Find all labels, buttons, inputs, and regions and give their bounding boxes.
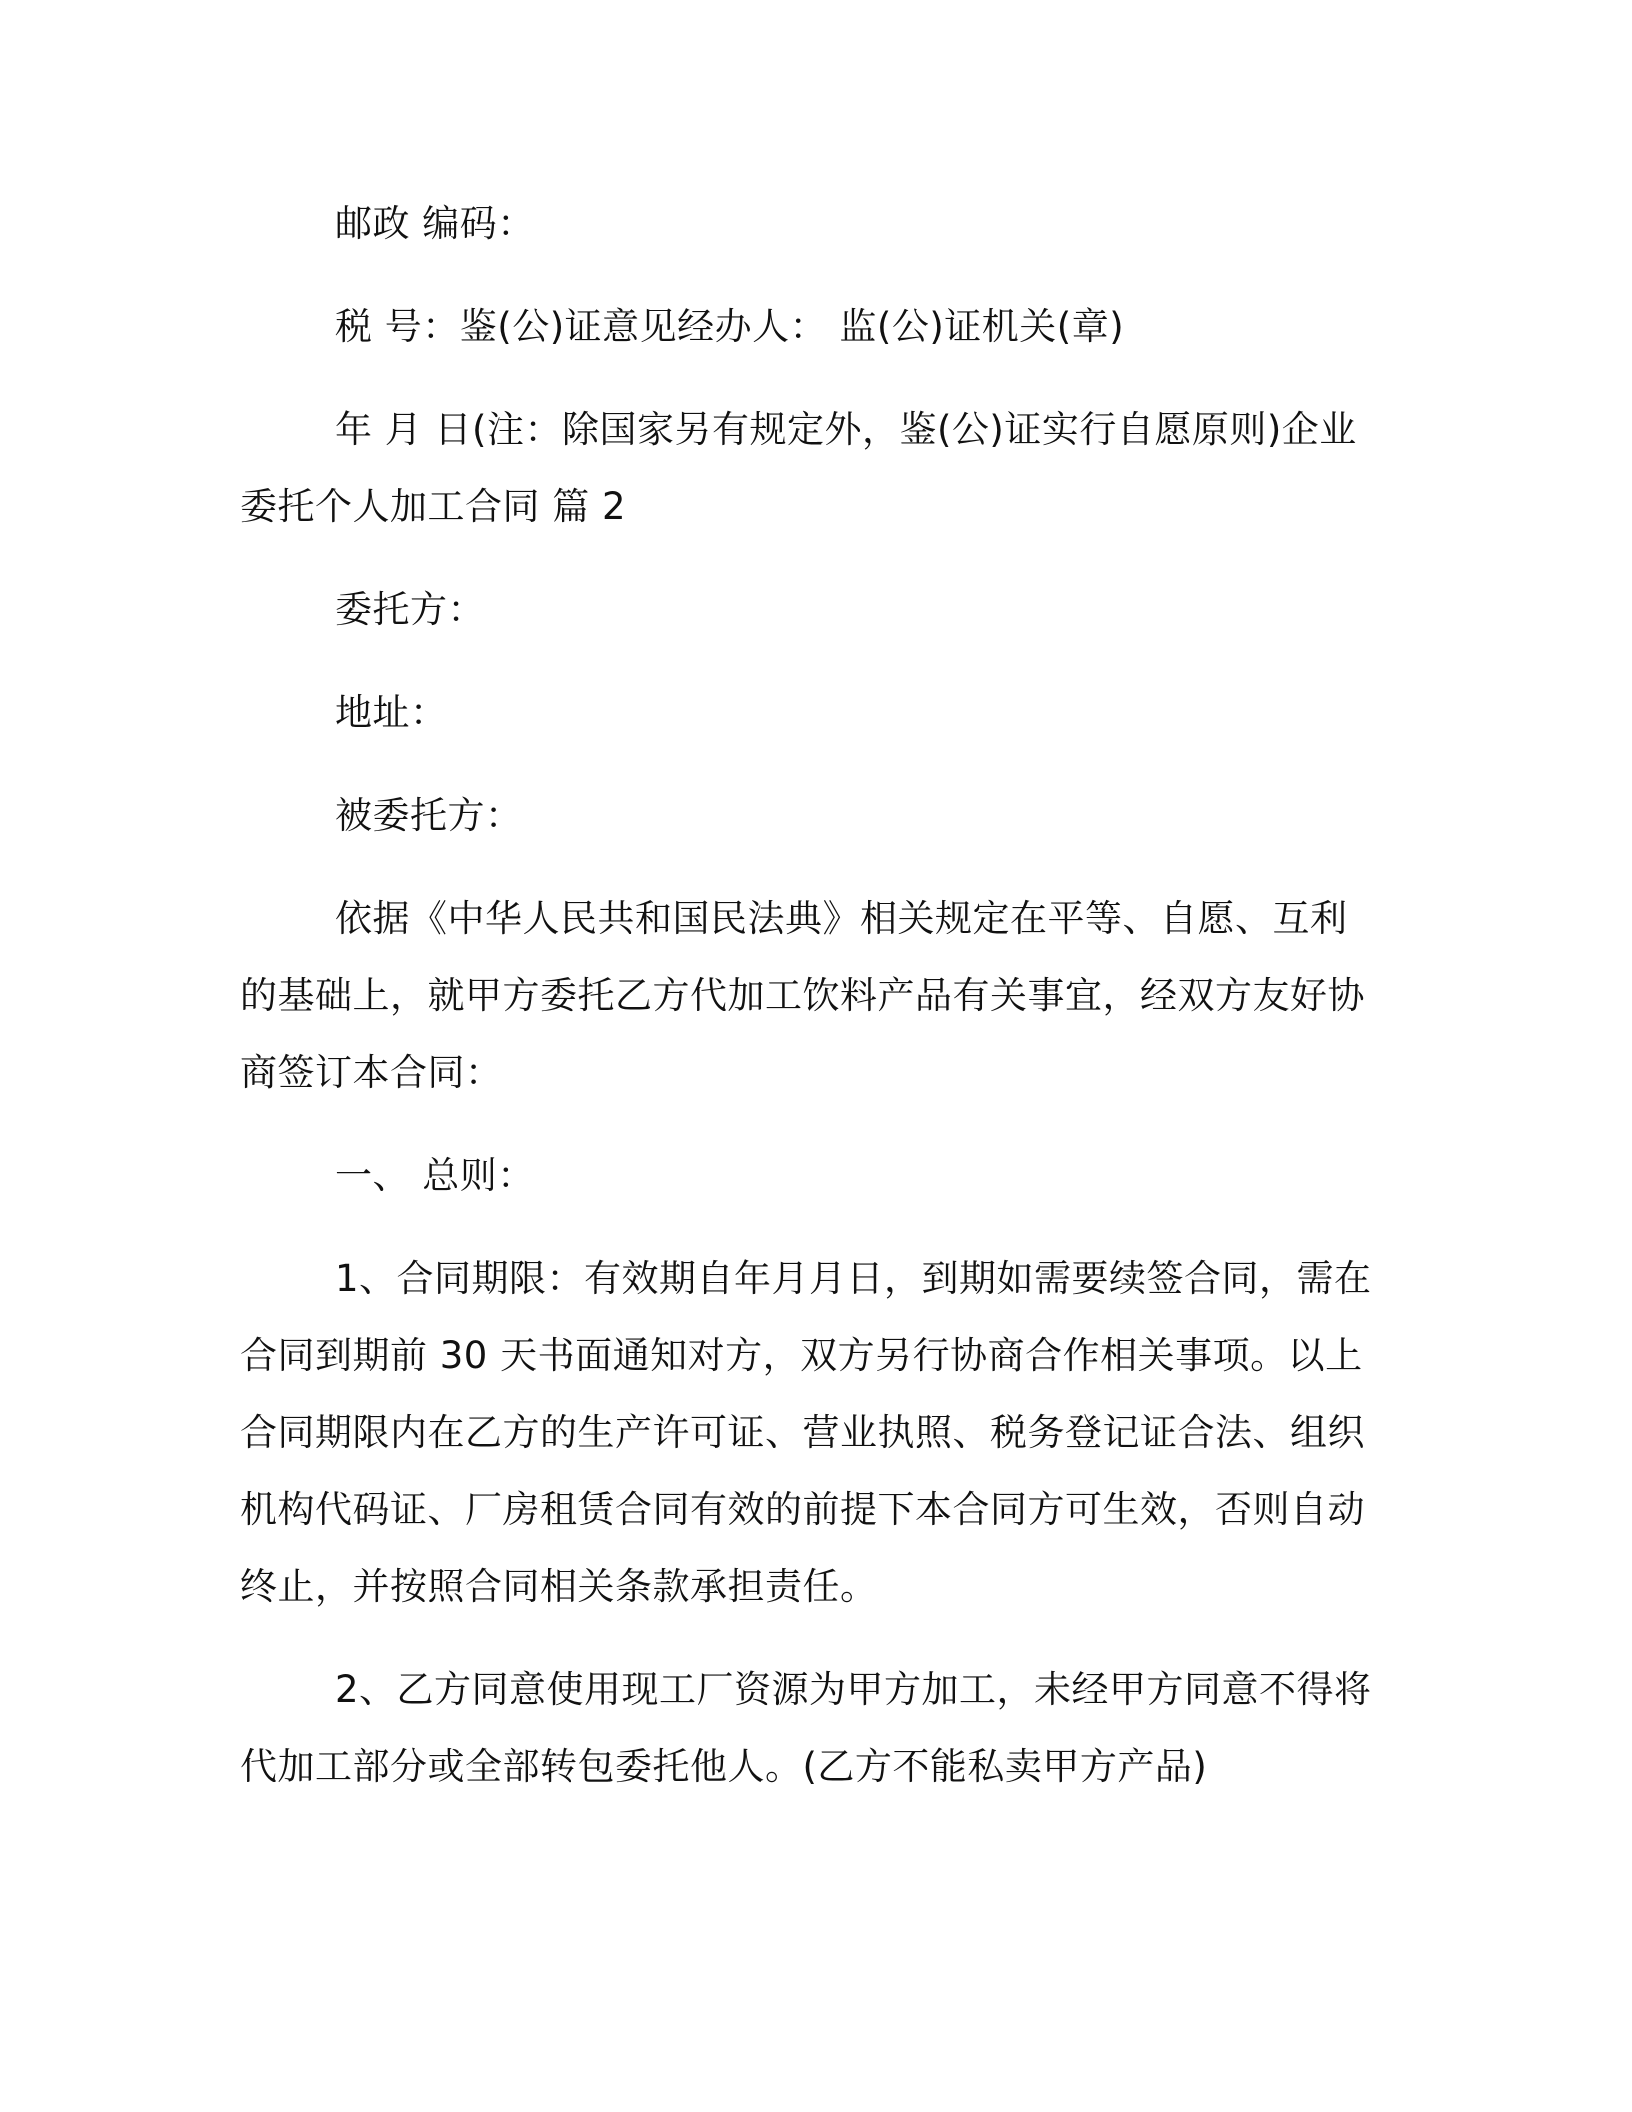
clause-2-paragraph: 2、乙方同意使用现工厂资源为甲方加工，未经甲方同意不得将代加工部分或全部转包委托他人。(乙方不能私卖甲方产品) xyxy=(240,1668,1372,1788)
document-body xyxy=(240,185,1375,1805)
section-heading-general: 一、 总则： xyxy=(335,1154,535,1197)
date-note-paragraph: 年 月 日(注：除国家另有规定外，鉴(公)证实行自愿原则)企业委托个人加工合同 篇 2 xyxy=(240,408,1357,528)
preamble-paragraph: 依据《中华人民共和国民法典》相关规定在平等、自愿、互利的基础上，就甲方委托乙方代加工饮料产品有关事宜，经双方友好协商签订本合同： xyxy=(240,897,1365,1094)
postal-code-line: 邮政 编码： xyxy=(335,202,535,245)
clause-1-paragraph: 1、合同期限：有效期自年月月日，到期如需要续签合同，需在合同到期前 30 天书面通知对方，双方另行协商合作相关事项。以上合同期限内在乙方的生产许可证、营业执照、税务登记证合法、组织机构代码证、厂房租赁合同有效的前提下本合同方可生效，否则自动终止，并按照合同相关条款承担责任。 xyxy=(240,1257,1372,1608)
client-line: 委托方： xyxy=(335,588,485,631)
tax-number-line: 税 号：鉴(公)证意见经办人： 监(公)证机关(章) xyxy=(335,305,1125,348)
address-line: 地址： xyxy=(335,691,448,734)
contractor-line: 被委托方： xyxy=(335,794,523,837)
